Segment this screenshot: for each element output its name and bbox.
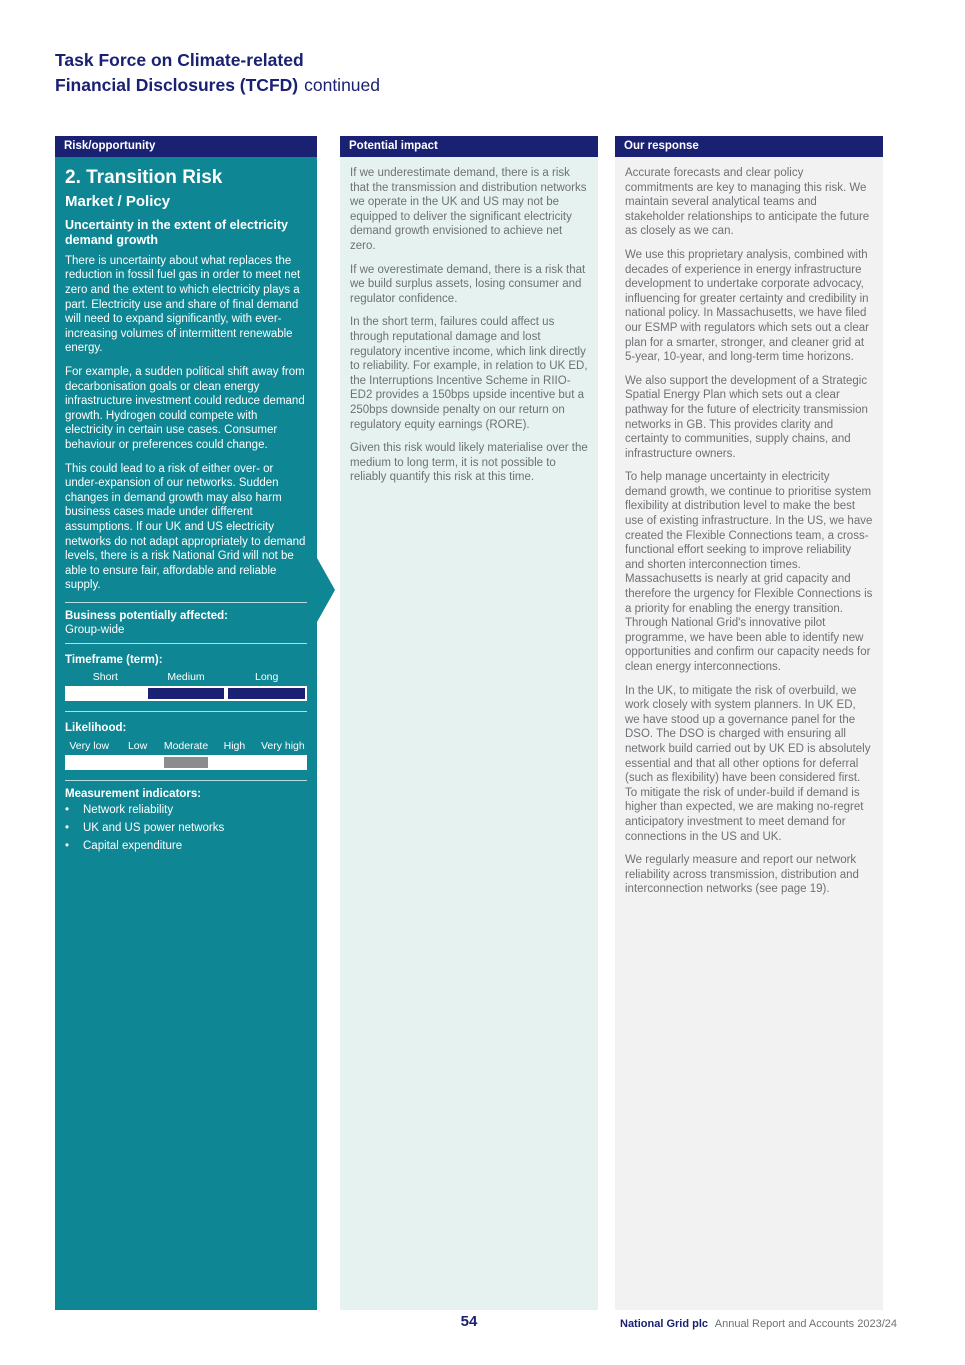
likelihood-bar (65, 755, 307, 770)
column-header-potential-impact: Potential impact (340, 136, 598, 157)
indicator-item (65, 801, 307, 819)
bullet-icon: • (65, 804, 70, 817)
likelihood-options (65, 740, 307, 753)
business-affected-value: Group-wide (65, 624, 125, 637)
response-column-body (615, 157, 883, 1310)
page-title-line2 (55, 73, 380, 98)
chevron-right-pointer-icon (317, 558, 335, 622)
indicator-item (65, 837, 307, 855)
scale-option-label: Very high (260, 739, 305, 752)
column-header-risk-opportunity: Risk/opportunity (55, 136, 317, 157)
divider (65, 711, 307, 712)
timeframe-block (65, 653, 307, 702)
risk-subheading: Uncertainty in the extent of electricity demand growth (65, 217, 288, 247)
impact-paragraph: Given this risk would likely materialise over the medium to long term, it is not possible to reliably quantify this risk at this time. (350, 442, 588, 484)
footer-report-title: Annual Report and Accounts 2023/24 (714, 1318, 897, 1330)
risk-paragraph: This could lead to a risk of either over- or under-expansion of our networks. Sudden changes in demand growth may also harm business cases made under different assumptions. If our UK and US electricity networks do not adapt appropriately to demand levels, there is a risk National Grid will not be able to ensure fair, affordable and reliable supply. (65, 462, 306, 592)
bar-segment-long (226, 688, 307, 699)
timeframe-options (65, 671, 307, 684)
scale-option-label: High (223, 739, 246, 752)
risk-column-body (55, 157, 317, 1310)
response-paragraph: In the UK, to mitigate the risk of overbuild, we work closely with system planners. In UK ED, we have stood up a governance panel for the DSO. The DSO is charged with ensuring all network build carried out by UK ED is absolutely essential and that all other options for deferral (such as flexibility) have been considered first. To mitigate the risk of under-build if demand is higher than expected, we are making no-regret anticipatory investment to meet demand for connections in the US and UK. (625, 684, 871, 843)
bar-segment-moderate (162, 757, 210, 768)
page-title (55, 48, 380, 98)
scale-option-label: Very low (69, 739, 110, 752)
timeframe-bar (65, 686, 307, 701)
divider (65, 780, 307, 781)
scale-option-label: Low (127, 739, 148, 752)
scale-option-label: Short (92, 671, 118, 684)
measurement-indicators-label: Measurement indicators: (65, 787, 202, 800)
response-paragraph: We regularly measure and report our network reliability across transmission, distribution and interconnection networks (see page 19). (625, 854, 859, 896)
impact-paragraph: In the short term, failures could affect us through reputational damage and lost regulatory incentive income, which link directly to reliability. For example, in relation to UK ED, the Interruptions Incentive Scheme in RIIO-ED2 provides a 150bps upside incentive but a 250bps downside penalty on our return on regulatory equity earnings (RORE). (350, 316, 588, 431)
risk-paragraph: There is uncertainty about what replaces the reduction in fossil fuel gas in order to meet net zero and the extent to which electricity plays a part. Electricity use and share of final demand will need to expand significantly, with ever-increasing volumes of intermittent renewable energy. (65, 254, 301, 355)
indicator-item (65, 819, 307, 837)
risk-category: Market / Policy (65, 192, 171, 210)
indicator-text: UK and US power networks (83, 822, 225, 835)
indicator-text: Capital expenditure (83, 840, 183, 853)
impact-paragraph: If we overestimate demand, there is a risk that we build surplus assets, losing consumer and regulator confidence. (350, 263, 586, 305)
scale-option-label: Medium (167, 671, 205, 684)
bullet-icon: • (65, 822, 70, 835)
potential-impact-column (340, 136, 598, 1310)
our-response-column (615, 136, 883, 1310)
measurement-indicators-block (65, 787, 307, 856)
likelihood-label: Likelihood: (65, 722, 127, 735)
impact-column-body (340, 157, 598, 1310)
column-header-our-response: Our response (615, 136, 883, 157)
footer-company: National Grid plc (620, 1318, 709, 1330)
business-affected-block (65, 609, 307, 638)
indicator-text: Network reliability (83, 804, 174, 817)
bar-segment-medium (146, 688, 227, 699)
business-affected-label: Business potentially affected: (65, 609, 228, 622)
page-title-line2-bold: Financial Disclosures (TCFD) (55, 75, 299, 95)
scale-option-label: Moderate (163, 739, 209, 752)
likelihood-block (65, 721, 307, 770)
risk-title: 2. Transition Risk (65, 167, 223, 188)
response-paragraph: We also support the development of a Strategic Spatial Energy Plan which sets out a clear pathway for the future of electricity transmission networks in GB. This provides clarity and certainty to communities, supply chains, and infrastructure owners. (625, 374, 868, 460)
bullet-icon: • (65, 840, 70, 853)
timeframe-label: Timeframe (term): (65, 653, 163, 666)
scale-option-label: Long (255, 671, 279, 684)
impact-paragraph: If we underestimate demand, there is a risk that the transmission and distribution networks we operate in the UK and US may not be equipped to deliver the significant electricity demand growth envisioned to achieve net zero. (350, 167, 587, 252)
page-title-continued: continued (304, 75, 381, 95)
risk-paragraph: For example, a sudden political shift away from decarbonisation goals or clean energy infrastructure investment could reduce demand growth. Hydrogen could compete with electricity in certain use cases. Consumer behaviour or preferences could change. (65, 366, 305, 451)
divider (65, 643, 307, 644)
page-number: 54 (460, 1313, 478, 1330)
response-paragraph: Accurate forecasts and clear policy commitments are key to managing this risk. We maintain several analytical teams and stakeholder relationships to anticipate the future as closely as we can. (625, 167, 870, 238)
response-paragraph: We use this proprietary analysis, combined with decades of experience in energy infrastructure development to undertake corporate advocacy, influencing for greater certainty and credibility in national policy. In Massachusetts, we have filed our ESMP with regulators which sets out a clear plan for a smarter, stronger, and cleaner grid at 5-year, 10-year, and long-term time horizons. (625, 248, 869, 364)
divider (65, 602, 307, 603)
page-title-line1: Task Force on Climate-related (55, 50, 304, 70)
response-paragraph: To help manage uncertainty in electricity demand growth, we continue to prioritise system flexibility at distribution level to make the best use of existing infrastructure. In the US, we have created the Flexible Connections team, a cross-functional effort seeking to improve reliability and shorten interconnection times. Massachusetts is nearly at grid capacity and therefore the urgency for Flexible Connections is a priority for enabling the energy transition. Through National Grid's innovative pilot programme, we have been able to identify new opportunities and confirm our capacity needs for clean energy interconnections. (625, 471, 873, 673)
risk-opportunity-column (55, 136, 317, 1310)
